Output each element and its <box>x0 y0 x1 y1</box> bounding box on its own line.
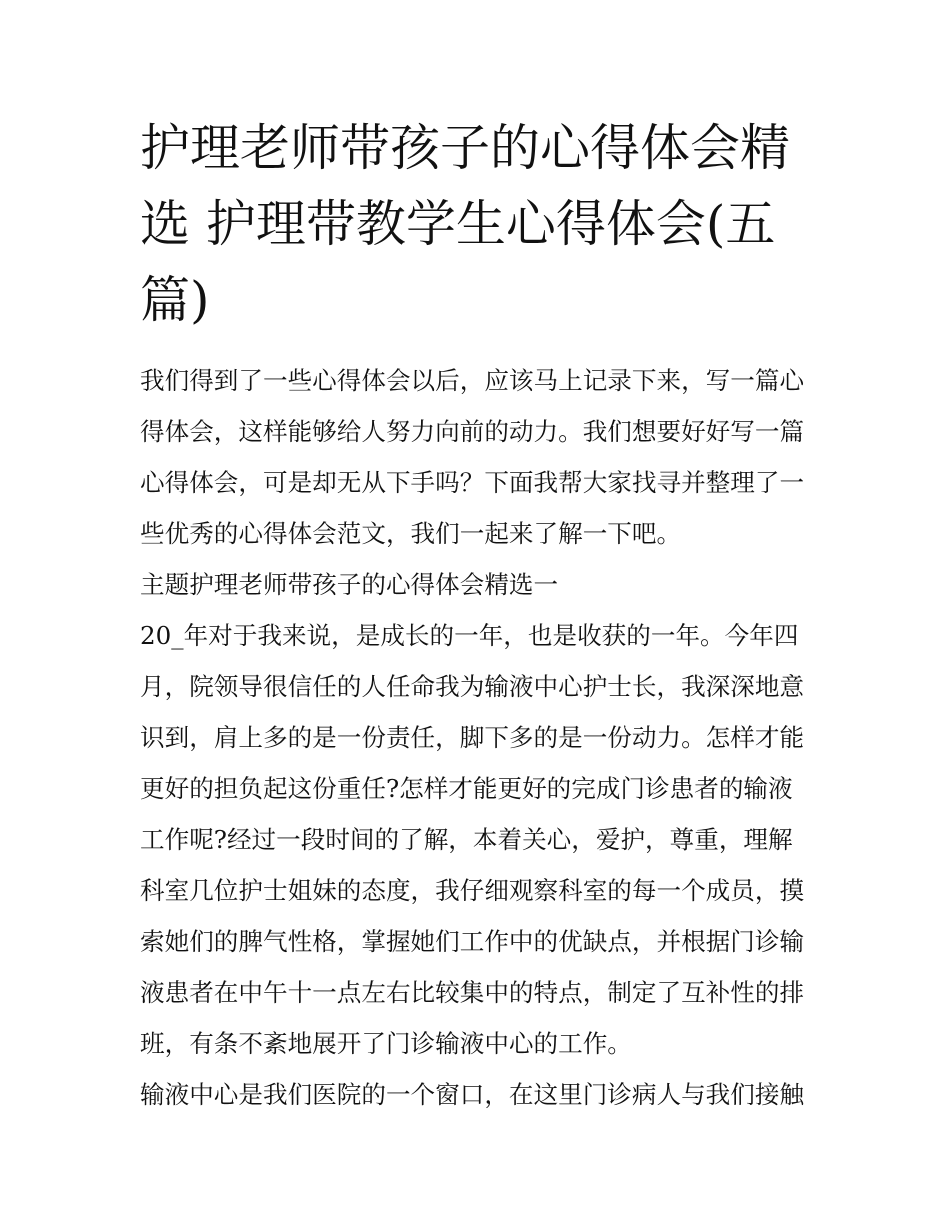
body-line: 心得体会，可是却无从下手吗？下面我帮大家找寻并整理了一 <box>140 468 805 497</box>
body-line: 工作呢?经过一段时间的了解，本着关心，爱护，尊重，理解 <box>140 825 793 854</box>
body-line: 得体会，这样能够给人努力向前的动力。我们想要好好写一篇 <box>140 417 805 446</box>
body-line: 更好的担负起这份重任?怎样才能更好的完成门诊患者的输液 <box>140 774 793 803</box>
body-line: 科室几位护士姐妹的态度，我仔细观察科室的每一个成员，摸 <box>140 876 805 905</box>
body-line: 输液中心是我们医院的一个窗口，在这里门诊病人与我们接触 <box>140 1080 805 1109</box>
body-line: 月，院领导很信任的人任命我为输液中心护士长，我深深地意 <box>140 672 805 701</box>
body-line: 班，有条不紊地展开了门诊输液中心的工作。 <box>140 1029 632 1058</box>
document-body <box>140 355 830 1120</box>
body-line: 我们得到了一些心得体会以后，应该马上记录下来，写一篇心 <box>140 366 805 395</box>
body-line: 索她们的脾气性格，掌握她们工作中的优缺点，并根据门诊输 <box>140 927 805 956</box>
body-line: 20_年对于我来说，是成长的一年，也是收获的一年。今年四 <box>140 621 799 650</box>
title-line: 护理老师带孩子的心得体会精 <box>140 119 790 177</box>
document-title <box>140 110 820 338</box>
body-line: 些优秀的心得体会范文，我们一起来了解一下吧。 <box>140 519 682 548</box>
title-line: 选 护理带教学生心得体会(五 <box>140 195 776 253</box>
body-line: 识到，肩上多的是一份责任，脚下多的是一份动力。怎样才能 <box>140 723 805 752</box>
title-line: 篇) <box>140 271 210 329</box>
body-line: 液患者在中午十一点左右比较集中的特点，制定了互补性的排 <box>140 978 805 1007</box>
section-heading: 主题护理老师带孩子的心得体会精选一 <box>140 570 559 599</box>
